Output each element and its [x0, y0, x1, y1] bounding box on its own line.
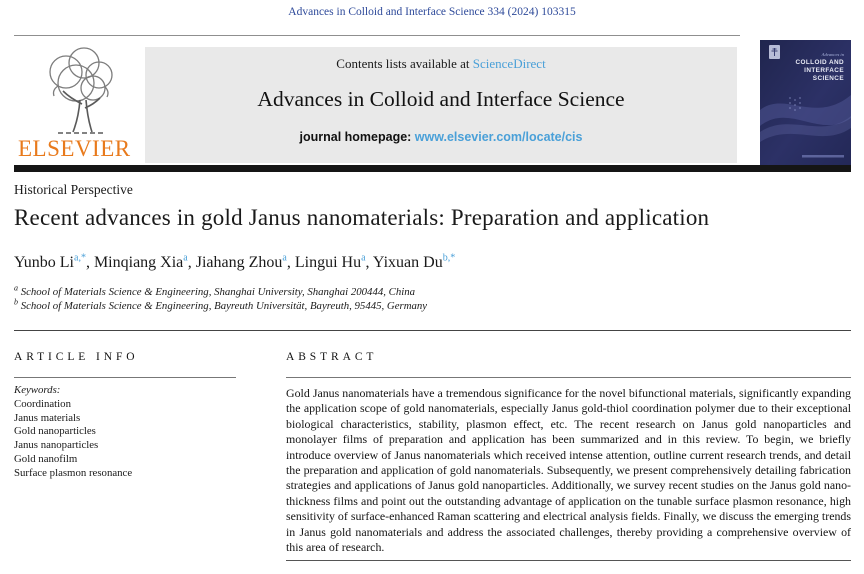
article-head [14, 182, 851, 561]
article-title: Recent advances in gold Janus nanomaterials: Preparation and application [14, 205, 710, 230]
cover-title-line1: COLLOID AND [795, 59, 844, 66]
affiliation-text: School of Materials Science & Engineering, Shanghai University, Shanghai 200444, China [18, 286, 416, 298]
author-name[interactable]: Minqiang Xia [93, 254, 184, 271]
abstract-heading: ABSTRACT [286, 351, 851, 378]
author-name[interactable]: Yunbo Li [14, 254, 74, 271]
keyword-item: Gold nanofilm [14, 452, 78, 465]
author-affil-marker[interactable]: a [183, 252, 188, 264]
banner-bottom-bar [14, 165, 851, 172]
header-divider [14, 35, 740, 36]
elsevier-logo[interactable] [14, 40, 145, 164]
article-type-label: Historical Perspective [14, 182, 133, 197]
journal-title: Advances in Colloid and Interface Science [257, 87, 625, 111]
keywords-label: Keywords: [14, 384, 61, 396]
author-separator: , [286, 254, 295, 271]
author-affil-marker[interactable]: a,* [74, 252, 86, 264]
author-name[interactable]: Yixuan Du [372, 254, 443, 271]
keyword-item: Surface plasmon resonance [14, 466, 133, 479]
author-separator: , [365, 254, 373, 271]
author-separator: , [187, 254, 196, 271]
author-affil-marker[interactable]: a [361, 252, 366, 264]
author-name[interactable]: Jiahang Zhou [195, 254, 283, 271]
cover-title-line2: INTERFACE [804, 67, 844, 74]
article-info-column [14, 351, 236, 561]
affiliation-marker: b [14, 297, 18, 307]
author-affil-marker[interactable]: a [282, 252, 287, 264]
cover-advances-in: Advances in [821, 52, 844, 57]
journal-banner [145, 47, 737, 163]
journal-homepage-link[interactable]: www.elsevier.com/locate/cis [414, 130, 583, 144]
author-list [14, 254, 851, 272]
article-info-heading: ARTICLE INFO [14, 351, 236, 378]
contents-line [145, 56, 737, 72]
article-citation-link[interactable]: Advances in Colloid and Interface Science 334 (2024) 103315 [288, 6, 576, 18]
journal-cover-thumbnail[interactable] [760, 40, 851, 166]
keyword-item: Janus nanoparticles [14, 439, 99, 452]
page-bottom-divider [286, 560, 851, 561]
contents-prefix: Contents lists available at [336, 56, 473, 71]
affiliation-marker: a [14, 283, 18, 293]
author-affil-marker[interactable]: b,* [442, 252, 456, 264]
section-divider [14, 330, 851, 331]
abstract-column [286, 351, 851, 561]
elsevier-tree-icon [30, 42, 130, 135]
info-abstract-section [14, 351, 851, 561]
affiliation-list [14, 285, 851, 313]
keyword-item: Janus materials [14, 411, 81, 424]
sciencedirect-link[interactable]: ScienceDirect [472, 56, 546, 71]
abstract-text: Gold Janus nanomaterials have a tremendous significance for the novel bifunctional materials, significantly expanding the application scope of gold nanomaterials, especially Janus gold-thiol coordination polymer due to their exceptional biological characteristics, stability, plasmon effect, etc. The recent research on Janus gold nanoparticles and monolayer films of preparation and application has been summarized and in this review. To begin, we briefly introduce overview of Janus nanomaterials which received intense attention, outline current research trends, and detail the preparation and application of gold nanomaterials. Subsequently, we present comprehensively detailing fabrication strategies and applications of Janus gold nanoparticles. Additionally, we survey recent studies on the Janus gold nano-thickness films and point out the outstanding advantage of application on the tunable surface plasmon resonance, high sensitivity of surface-enhanced Raman scattering and electrical analysis fields. Finally, we discuss the emerging trends in Janus gold nanomaterials and address the associated challenges, thereby providing a comprehensive overview of this area of research. [286, 386, 851, 555]
cover-title-line3: SCIENCE [812, 75, 844, 82]
homepage-label: journal homepage: [299, 130, 415, 144]
affiliation-item [14, 285, 851, 299]
elsevier-wordmark: ELSEVIER [18, 136, 131, 161]
journal-cover-art [760, 40, 851, 166]
keyword-item: Gold nanoparticles [14, 425, 96, 438]
keywords-block [14, 384, 236, 481]
homepage-line [145, 130, 737, 144]
author-separator: , [85, 254, 94, 271]
affiliation-item [14, 299, 851, 313]
affiliation-text: School of Materials Science & Engineering, Bayreuth Universität, Bayreuth, 95445, Germany [18, 300, 428, 312]
keyword-item: Coordination [14, 397, 71, 410]
author-name[interactable]: Lingui Hu [294, 254, 362, 271]
